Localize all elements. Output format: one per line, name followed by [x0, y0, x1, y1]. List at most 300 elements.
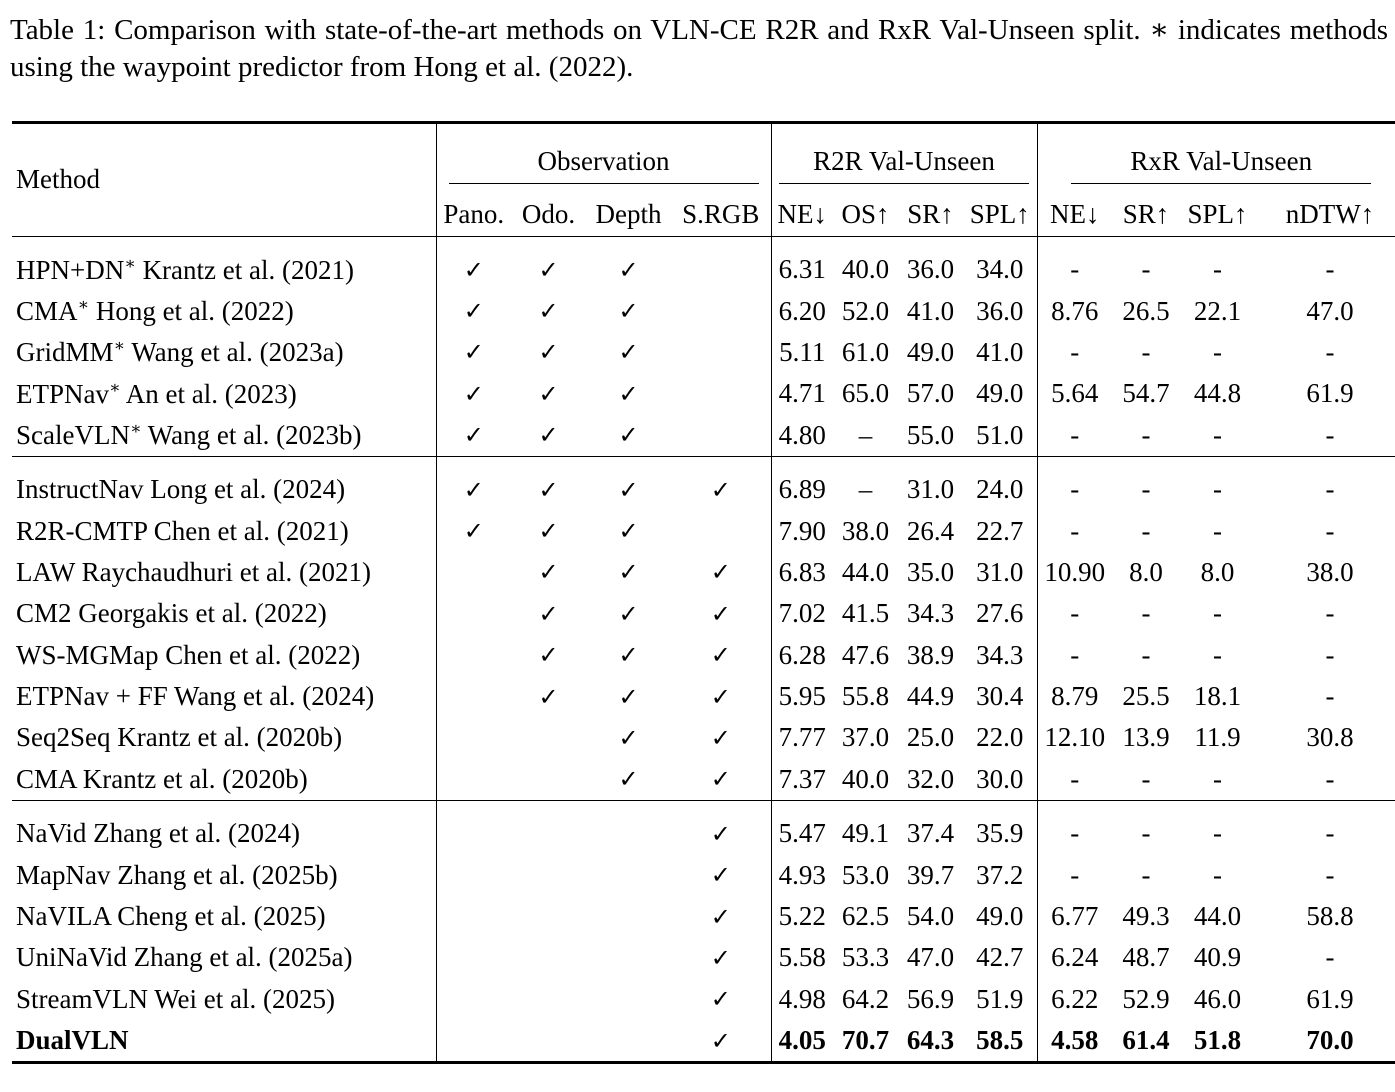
checkmark-icon: ✓ — [710, 723, 731, 752]
checkmark-icon — [436, 759, 511, 801]
obs-col-header: Depth — [595, 198, 662, 229]
rxr-value-cell: - — [1037, 415, 1112, 457]
checkmark-icon: ✓ — [538, 599, 559, 628]
r2r-value-cell: 37.4 — [906, 818, 955, 849]
separator-cell — [436, 456, 511, 469]
method-cell — [12, 552, 436, 593]
rxr-value-cell: 61.9 — [1306, 378, 1354, 409]
separator-cell — [1180, 237, 1255, 250]
rxr-value-cell: - — [1213, 254, 1222, 285]
r2r-value-cell: 7.90 — [771, 510, 833, 551]
rxr-value-cell: - — [1213, 818, 1222, 849]
r2r-value-cell: 22.0 — [976, 722, 1024, 753]
table-row — [12, 469, 1395, 510]
rxr-value-cell: - — [1213, 336, 1222, 367]
separator-cell — [1112, 237, 1180, 250]
r2r-value-cell: 35.0 — [906, 556, 955, 587]
rxr-col-header: NE↓ — [1037, 192, 1112, 237]
checkmark-icon: ✓ — [538, 641, 559, 670]
rxr-value-cell: - — [1141, 474, 1151, 505]
method-cell — [12, 937, 436, 978]
r2r-value-cell: – — [858, 419, 873, 450]
rxr-value-cell: - — [1037, 332, 1112, 373]
separator-cell — [1112, 456, 1180, 469]
r2r-value-cell: 6.89 — [771, 469, 833, 510]
r2r-value-cell: 22.7 — [976, 515, 1024, 546]
separator-cell — [1255, 237, 1395, 250]
separator-cell — [1037, 801, 1112, 814]
r2r-value-cell: 49.1 — [841, 818, 890, 849]
rxr-value-cell: 25.5 — [1122, 681, 1170, 712]
separator-cell — [12, 456, 436, 469]
r2r-value-cell: 26.4 — [906, 515, 955, 546]
r2r-value-cell: 7.37 — [771, 759, 833, 801]
r2r-value-cell: 37.0 — [841, 722, 890, 753]
checkmark-icon — [586, 854, 671, 895]
rxr-value-cell: 6.77 — [1037, 896, 1112, 937]
checkmark-icon — [436, 937, 511, 978]
r2r-value-cell: 5.22 — [771, 896, 833, 937]
r2r-value-cell: 4.80 — [771, 415, 833, 457]
method-cell — [12, 510, 436, 551]
rxr-value-cell: - — [1325, 336, 1335, 367]
rxr-group-label: RxR Val-Unseen — [1071, 146, 1371, 184]
separator-cell — [771, 801, 833, 814]
rxr-value-cell: - — [1213, 474, 1222, 505]
rxr-col-header: SR↑ — [1122, 198, 1170, 229]
checkmark-icon — [511, 979, 586, 1020]
rxr-value-cell: - — [1037, 813, 1112, 854]
r2r-value-cell: 7.77 — [771, 717, 833, 758]
checkmark-icon: ✓ — [710, 641, 731, 670]
rxr-value-cell: 30.8 — [1306, 722, 1354, 753]
rxr-value-cell: - — [1141, 763, 1151, 794]
method-cell — [12, 635, 436, 676]
method-name: Seq2Seq Krantz et al. (2020b) — [16, 722, 343, 753]
table-row — [12, 717, 1395, 758]
r2r-value-cell: 41.0 — [976, 336, 1024, 367]
method-name: WS-MGMap Chen et al. (2022) — [16, 639, 361, 670]
r2r-value-cell: 64.3 — [898, 1020, 963, 1063]
method-name: ETPNav — [16, 378, 109, 409]
r2r-value-cell: 30.4 — [976, 681, 1024, 712]
checkmark-icon — [586, 937, 671, 978]
rxr-value-cell: 11.9 — [1194, 722, 1241, 753]
observation-group-header — [436, 123, 771, 193]
rxr-value-cell: - — [1141, 515, 1151, 546]
rxr-value-cell: 40.9 — [1193, 942, 1242, 973]
checkmark-icon: ✓ — [710, 599, 731, 628]
r2r-value-cell: 25.0 — [906, 722, 955, 753]
checkmark-icon — [671, 249, 771, 290]
r2r-value-cell: 58.5 — [963, 1020, 1037, 1063]
checkmark-icon — [511, 813, 586, 854]
r2r-value-cell: 6.31 — [771, 249, 833, 290]
r2r-value-cell: 6.28 — [771, 635, 833, 676]
checkmark-icon: ✓ — [538, 475, 559, 504]
checkmark-icon — [671, 510, 771, 551]
rxr-value-cell: 6.24 — [1037, 937, 1112, 978]
method-name: GridMM — [16, 337, 114, 368]
method-cell — [12, 759, 436, 801]
rxr-value-cell: 44.0 — [1193, 901, 1242, 932]
separator-cell — [898, 456, 963, 469]
method-name: InstructNav Long et al. (2024) — [16, 474, 346, 505]
r2r-value-cell: 38.9 — [906, 639, 955, 670]
r2r-col-header: NE↓ — [771, 192, 833, 237]
checkmark-icon — [671, 373, 771, 414]
separator-cell — [833, 801, 898, 814]
rxr-value-cell: 61.9 — [1306, 983, 1354, 1014]
r2r-value-cell: 53.3 — [841, 942, 890, 973]
r2r-value-cell: 56.9 — [906, 983, 955, 1014]
r2r-value-cell: 41.5 — [841, 598, 890, 629]
results-table-container — [12, 121, 1385, 1064]
checkmark-icon: ✓ — [436, 510, 511, 551]
r2r-value-cell: 54.0 — [906, 901, 955, 932]
rxr-col-header: nDTW↑ — [1285, 198, 1375, 229]
checkmark-icon — [586, 979, 671, 1020]
checkmark-icon — [436, 896, 511, 937]
r2r-value-cell: 34.0 — [976, 254, 1024, 285]
table-row — [12, 937, 1395, 978]
r2r-value-cell: 51.9 — [976, 983, 1024, 1014]
r2r-value-cell: 61.0 — [841, 336, 890, 367]
table-row — [12, 896, 1395, 937]
rxr-value-cell: - — [1141, 419, 1151, 450]
checkmark-icon: ✓ — [436, 290, 511, 331]
method-cell — [12, 676, 436, 717]
checkmark-icon: ✓ — [710, 475, 731, 504]
r2r-value-cell: 49.0 — [976, 901, 1024, 932]
checkmark-icon: ✓ — [618, 475, 639, 504]
checkmark-icon — [436, 979, 511, 1020]
checkmark-icon: ✓ — [671, 1020, 771, 1063]
method-reference: Wang et al. (2023b) — [141, 420, 362, 451]
table-row — [12, 373, 1395, 414]
method-name: NaVILA Cheng et al. (2025) — [16, 901, 326, 932]
method-cell — [12, 249, 436, 290]
rxr-value-cell: - — [1037, 249, 1112, 290]
table-row — [12, 552, 1395, 593]
r2r-value-cell: 32.0 — [906, 763, 955, 794]
checkmark-icon — [511, 717, 586, 758]
method-name: CMA Krantz et al. (2020b) — [16, 763, 308, 794]
table-row — [12, 290, 1395, 331]
rxr-value-cell: - — [1325, 515, 1335, 546]
checkmark-icon: ✓ — [618, 421, 639, 450]
checkmark-icon: ✓ — [538, 338, 559, 367]
table-row — [12, 249, 1395, 290]
rxr-value-cell: 47.0 — [1306, 295, 1354, 326]
r2r-value-cell: 40.0 — [841, 763, 890, 794]
rxr-value-cell: 58.8 — [1306, 901, 1354, 932]
checkmark-icon: ✓ — [618, 765, 639, 794]
r2r-value-cell: 4.05 — [771, 1020, 833, 1063]
rxr-value-cell: 18.1 — [1193, 681, 1242, 712]
separator-cell — [1037, 237, 1112, 250]
rxr-value-cell: - — [1141, 639, 1151, 670]
separator-cell — [671, 456, 771, 469]
checkmark-icon — [436, 552, 511, 593]
r2r-value-cell: – — [858, 474, 873, 505]
table-row — [12, 1020, 1395, 1063]
r2r-value-cell: 35.9 — [976, 818, 1024, 849]
r2r-value-cell: 6.83 — [771, 552, 833, 593]
r2r-value-cell: 5.95 — [771, 676, 833, 717]
method-cell — [12, 1020, 436, 1063]
results-body — [12, 237, 1395, 1063]
checkmark-icon — [436, 813, 511, 854]
checkmark-icon — [671, 290, 771, 331]
r2r-value-cell: 40.0 — [841, 254, 890, 285]
r2r-value-cell: 30.0 — [976, 763, 1024, 794]
table-row — [12, 854, 1395, 895]
method-cell — [12, 717, 436, 758]
method-name: DualVLN — [16, 1025, 129, 1056]
checkmark-icon: ✓ — [710, 902, 731, 931]
rxr-value-cell: 6.22 — [1037, 979, 1112, 1020]
checkmark-icon: ✓ — [538, 558, 559, 587]
r2r-value-cell: 51.0 — [976, 419, 1024, 450]
checkmark-icon: ✓ — [618, 338, 639, 367]
rxr-value-cell: 8.0 — [1129, 556, 1163, 587]
checkmark-icon: ✓ — [710, 819, 731, 848]
rxr-value-cell: - — [1325, 254, 1335, 285]
waypoint-star: ∗ — [124, 253, 136, 273]
r2r-value-cell: 62.5 — [841, 901, 890, 932]
method-name: R2R-CMTP Chen et al. (2021) — [16, 515, 349, 546]
checkmark-icon: ✓ — [436, 373, 511, 414]
group-separator — [12, 237, 1395, 250]
table-row — [12, 676, 1395, 717]
separator-cell — [771, 456, 833, 469]
r2r-value-cell: 37.2 — [976, 859, 1024, 890]
r2r-value-cell: 53.0 — [841, 859, 890, 890]
checkmark-icon: ✓ — [538, 297, 559, 326]
checkmark-icon: ✓ — [710, 558, 731, 587]
checkmark-icon: ✓ — [538, 255, 559, 284]
method-cell — [12, 896, 436, 937]
r2r-value-cell: 34.3 — [906, 598, 955, 629]
checkmark-icon — [511, 937, 586, 978]
rxr-value-cell: 4.58 — [1037, 1020, 1112, 1063]
rxr-value-cell: 54.7 — [1122, 378, 1170, 409]
rxr-value-cell: - — [1213, 419, 1222, 450]
method-name: ScaleVLN — [16, 420, 130, 451]
rxr-value-cell: - — [1141, 254, 1151, 285]
r2r-value-cell: 7.02 — [771, 593, 833, 634]
rxr-group-header — [1037, 123, 1395, 193]
checkmark-icon — [436, 854, 511, 895]
rxr-value-cell: 49.3 — [1122, 901, 1170, 932]
checkmark-icon: ✓ — [618, 599, 639, 628]
rxr-value-cell: 8.79 — [1037, 676, 1112, 717]
rxr-value-cell: - — [1325, 942, 1335, 973]
checkmark-icon — [586, 813, 671, 854]
group-separator — [12, 456, 1395, 469]
checkmark-icon: ✓ — [436, 415, 511, 457]
checkmark-icon: ✓ — [436, 469, 511, 510]
checkmark-icon — [511, 759, 586, 801]
method-name: MapNav Zhang et al. (2025b) — [16, 859, 338, 890]
rxr-value-cell: - — [1213, 515, 1222, 546]
rxr-value-cell: - — [1213, 639, 1222, 670]
r2r-value-cell: 4.98 — [771, 979, 833, 1020]
waypoint-star: ∗ — [77, 295, 90, 315]
checkmark-icon: ✓ — [618, 723, 639, 752]
checkmark-icon — [511, 896, 586, 937]
checkmark-icon: ✓ — [618, 558, 639, 587]
table-row — [12, 510, 1395, 551]
method-reference: Wang et al. (2023a) — [125, 337, 344, 368]
r2r-value-cell: 44.0 — [841, 556, 890, 587]
rxr-value-cell: - — [1037, 854, 1112, 895]
r2r-col-header: OS↑ — [841, 198, 890, 229]
table-row — [12, 759, 1395, 801]
table-row — [12, 979, 1395, 1020]
method-name: UniNaVid Zhang et al. (2025a) — [16, 942, 353, 973]
checkmark-icon: ✓ — [618, 255, 639, 284]
table-row — [12, 635, 1395, 676]
rxr-value-cell: - — [1325, 639, 1335, 670]
r2r-value-cell: 44.9 — [906, 681, 955, 712]
separator-cell — [771, 237, 833, 250]
rxr-value-cell: 70.0 — [1255, 1020, 1395, 1063]
method-name: LAW Raychaudhuri et al. (2021) — [16, 556, 371, 587]
r2r-value-cell: 27.6 — [976, 598, 1024, 629]
separator-cell — [833, 237, 898, 250]
r2r-value-cell: 5.11 — [771, 332, 833, 373]
table-row — [12, 593, 1395, 634]
method-cell — [12, 332, 436, 373]
rxr-value-cell: 51.8 — [1180, 1020, 1255, 1063]
rxr-value-cell: - — [1325, 598, 1335, 629]
method-name: HPN+DN — [16, 254, 125, 285]
separator-cell — [898, 237, 963, 250]
separator-cell — [671, 237, 771, 250]
r2r-value-cell: 5.47 — [771, 813, 833, 854]
checkmark-icon: ✓ — [618, 517, 639, 546]
r2r-value-cell: 31.0 — [976, 556, 1024, 587]
checkmark-icon: ✓ — [618, 297, 639, 326]
checkmark-icon — [586, 1020, 671, 1063]
rxr-value-cell: 5.64 — [1037, 373, 1112, 414]
r2r-value-cell: 39.7 — [906, 859, 955, 890]
r2r-col-header: SR↑ — [907, 198, 954, 229]
r2r-value-cell: 24.0 — [976, 474, 1024, 505]
separator-cell — [963, 801, 1037, 814]
checkmark-icon — [586, 896, 671, 937]
separator-cell — [1180, 456, 1255, 469]
checkmark-icon: ✓ — [538, 517, 559, 546]
separator-cell — [436, 801, 511, 814]
method-name: StreamVLN Wei et al. (2025) — [16, 983, 335, 1014]
rxr-value-cell: 38.0 — [1306, 556, 1354, 587]
method-name: CMA — [16, 296, 78, 327]
r2r-value-cell: 4.93 — [771, 854, 833, 895]
r2r-group-header — [771, 123, 1037, 193]
checkmark-icon — [671, 415, 771, 457]
rxr-value-cell: 46.0 — [1193, 983, 1242, 1014]
rxr-value-cell: 44.8 — [1193, 378, 1242, 409]
checkmark-icon — [511, 854, 586, 895]
table-row — [12, 813, 1395, 854]
checkmark-icon: ✓ — [538, 682, 559, 711]
separator-cell — [898, 801, 963, 814]
rxr-value-cell: - — [1037, 510, 1112, 551]
rxr-value-cell: 52.9 — [1122, 983, 1170, 1014]
obs-col-header: Odo. — [521, 198, 576, 229]
separator-cell — [511, 801, 586, 814]
separator-cell — [1180, 801, 1255, 814]
r2r-value-cell: 4.71 — [771, 373, 833, 414]
r2r-value-cell: 47.6 — [841, 639, 890, 670]
separator-cell — [436, 237, 511, 250]
r2r-value-cell: 49.0 — [976, 378, 1024, 409]
table-row — [12, 415, 1395, 457]
checkmark-icon: ✓ — [436, 332, 511, 373]
separator-cell — [511, 237, 586, 250]
checkmark-icon: ✓ — [710, 943, 731, 972]
checkmark-icon — [436, 717, 511, 758]
checkmark-icon: ✓ — [618, 641, 639, 670]
separator-cell — [12, 237, 436, 250]
method-cell — [12, 373, 436, 414]
rxr-value-cell: 8.0 — [1200, 556, 1235, 587]
method-name: NaVid Zhang et al. (2024) — [16, 818, 301, 849]
separator-cell — [586, 237, 671, 250]
checkmark-icon: ✓ — [618, 682, 639, 711]
separator-cell — [963, 237, 1037, 250]
r2r-value-cell: 70.7 — [833, 1020, 898, 1063]
rxr-value-cell: 22.1 — [1193, 295, 1242, 326]
r2r-col-header: SPL↑ — [969, 198, 1030, 229]
r2r-value-cell: 36.0 — [976, 295, 1024, 326]
rxr-value-cell: - — [1213, 763, 1222, 794]
separator-cell — [833, 456, 898, 469]
rxr-value-cell: 10.90 — [1037, 552, 1112, 593]
obs-col-header: Pano. — [436, 192, 511, 237]
method-name: CM2 Georgakis et al. (2022) — [16, 598, 327, 629]
checkmark-icon — [671, 332, 771, 373]
rxr-value-cell: - — [1325, 474, 1335, 505]
method-cell — [12, 813, 436, 854]
separator-cell — [511, 456, 586, 469]
method-header: Method — [12, 123, 436, 237]
obs-col-header: S.RGB — [682, 198, 760, 229]
rxr-value-cell: - — [1141, 818, 1151, 849]
r2r-value-cell: 65.0 — [841, 378, 890, 409]
r2r-value-cell: 64.2 — [841, 983, 890, 1014]
rxr-value-cell: - — [1037, 593, 1112, 634]
separator-cell — [963, 456, 1037, 469]
waypoint-star: ∗ — [108, 377, 121, 397]
checkmark-icon: ✓ — [436, 249, 511, 290]
checkmark-icon: ✓ — [538, 421, 559, 450]
rxr-value-cell: - — [1325, 763, 1335, 794]
r2r-value-cell: 31.0 — [906, 474, 955, 505]
separator-cell — [1255, 456, 1395, 469]
r2r-value-cell: 34.3 — [976, 639, 1024, 670]
separator-cell — [671, 801, 771, 814]
table-caption: Table 1: Comparison with state-of-the-art methods on VLN-CE R2R and RxR Val-Unseen split. ∗ indicates methods using the waypoint predictor from Hong et al. (2022). — [10, 14, 1388, 83]
rxr-value-cell: - — [1037, 635, 1112, 676]
rxr-value-cell: 26.5 — [1122, 295, 1170, 326]
method-reference: Krantz et al. (2021) — [135, 254, 354, 285]
r2r-value-cell: 41.0 — [906, 295, 955, 326]
method-reference: An et al. (2023) — [120, 378, 297, 409]
